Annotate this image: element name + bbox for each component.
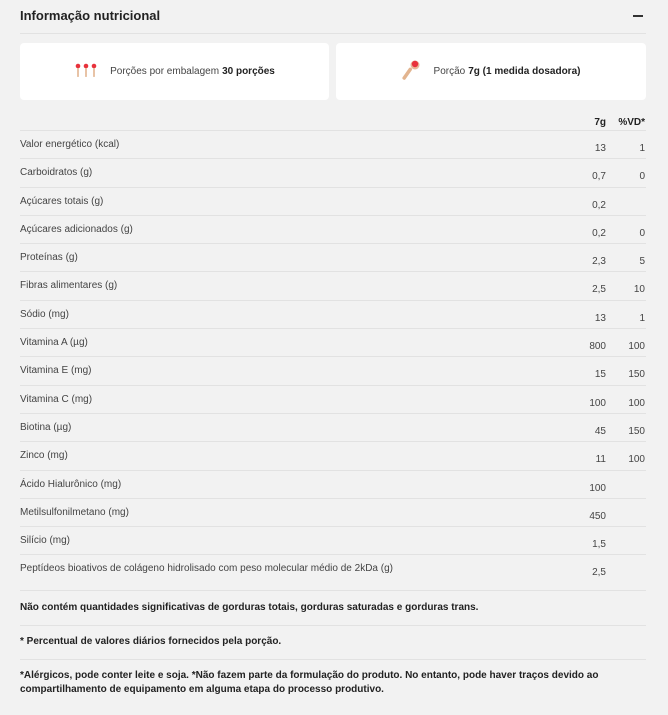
section-title: Informação nutricional bbox=[20, 8, 161, 23]
nutrient-name: Ácido Hialurônico (mg) bbox=[20, 478, 122, 490]
nutrient-name: Silício (mg) bbox=[20, 535, 71, 547]
table-row bbox=[20, 131, 646, 159]
table-row bbox=[20, 272, 646, 300]
table-row bbox=[20, 357, 646, 385]
serving-value: 7g (1 medida dosadora) bbox=[468, 66, 581, 77]
nutrient-name: Vitamina C (mg) bbox=[20, 393, 93, 405]
nutrient-value-7g: 800 bbox=[589, 341, 606, 353]
nutrient-value-7g: 1,5 bbox=[592, 539, 606, 551]
note-daily-values: * Percentual de valores diários fornecidos pela porção. bbox=[20, 636, 282, 647]
table-row bbox=[20, 301, 646, 329]
divider bbox=[20, 659, 646, 660]
nutrient-name: Açúcares adicionados (g) bbox=[20, 223, 133, 235]
serving-label: Porção bbox=[433, 66, 466, 77]
nutrient-value-vd: 100 bbox=[628, 397, 645, 409]
nutrient-name: Metilsulfonilmetano (mg) bbox=[20, 506, 129, 518]
table-row bbox=[20, 188, 646, 216]
column-header-7g: 7g bbox=[594, 117, 606, 128]
nutrient-value-vd: 0 bbox=[639, 171, 645, 183]
nutrient-value-7g: 11 bbox=[595, 454, 606, 466]
table-row bbox=[20, 527, 646, 555]
nutrient-name: Vitamina A (µg) bbox=[20, 337, 88, 349]
scoop-icon bbox=[402, 59, 422, 84]
nutrient-value-7g: 100 bbox=[589, 397, 606, 409]
table-row bbox=[20, 244, 646, 272]
nutrient-value-vd: 1 bbox=[639, 312, 645, 324]
nutrient-name: Açúcares totais (g) bbox=[20, 195, 104, 207]
table-row bbox=[20, 555, 646, 591]
nutrient-value-vd: 150 bbox=[628, 425, 645, 437]
nutrient-value-7g: 0,2 bbox=[592, 199, 606, 211]
nutrient-value-vd: 10 bbox=[633, 284, 645, 296]
serving-card bbox=[336, 43, 646, 100]
nutrient-value-7g: 0,2 bbox=[592, 227, 606, 239]
nutrient-value-vd: 1 bbox=[639, 143, 645, 154]
nutrient-name: Peptídeos bioativos de colágeno hidrolisado com peso molecular médio de 2kDa (g) bbox=[20, 563, 393, 575]
column-header-vd: %VD* bbox=[618, 117, 645, 128]
table-row bbox=[20, 386, 646, 414]
nutrient-value-7g: 100 bbox=[589, 482, 606, 494]
nutrient-value-vd: 5 bbox=[639, 256, 645, 268]
nutrient-value-7g: 13 bbox=[594, 312, 606, 324]
nutrient-name: Vitamina E (mg) bbox=[20, 365, 92, 377]
note-allergens: *Alérgicos, pode conter leite e soja. *Não fazem parte da formulação do produto. No entanto, pode haver traços devido ao compartilhamento de equipamento em alguma etapa do processo produtivo. bbox=[20, 670, 599, 695]
nutrient-value-7g: 13 bbox=[594, 143, 606, 154]
nutrition-table bbox=[20, 131, 646, 591]
nutrient-value-vd: 100 bbox=[628, 341, 645, 353]
nutrient-value-7g: 45 bbox=[594, 425, 606, 437]
nutrient-value-7g: 15 bbox=[594, 369, 606, 381]
table-row bbox=[20, 442, 646, 470]
nutrient-name: Fibras alimentares (g) bbox=[20, 280, 118, 292]
divider bbox=[20, 625, 646, 626]
nutrient-name: Carboidratos (g) bbox=[20, 167, 93, 179]
table-row bbox=[20, 159, 646, 187]
nutrient-name: Sódio (mg) bbox=[20, 308, 69, 320]
table-header bbox=[20, 112, 646, 131]
portions-label: Porções por embalagem bbox=[110, 66, 220, 77]
table-row bbox=[20, 471, 646, 499]
table-row bbox=[20, 216, 646, 244]
nutrient-value-vd: 0 bbox=[639, 227, 645, 239]
nutrient-value-7g: 0,7 bbox=[592, 171, 606, 183]
portions-value: 30 porções bbox=[222, 66, 275, 77]
nutrient-name: Valor energético (kcal) bbox=[20, 139, 120, 150]
nutrient-value-7g: 2,5 bbox=[592, 284, 606, 296]
nutrient-value-7g: 2,5 bbox=[592, 567, 606, 579]
nutrient-name: Zinco (mg) bbox=[20, 450, 68, 462]
nutrient-value-7g: 2,3 bbox=[592, 256, 606, 268]
table-row bbox=[20, 499, 646, 527]
accordion-header[interactable] bbox=[20, 0, 646, 34]
nutrient-name: Proteínas (g) bbox=[20, 252, 78, 264]
portions-icon bbox=[74, 62, 98, 81]
table-row bbox=[20, 414, 646, 442]
nutrient-value-7g: 450 bbox=[589, 510, 606, 522]
minus-icon[interactable] bbox=[630, 8, 646, 24]
portions-card bbox=[20, 43, 329, 100]
note-trans-fat: Não contém quantidades significativas de gorduras totais, gorduras saturadas e gorduras trans. bbox=[20, 602, 479, 613]
nutrient-value-vd: 150 bbox=[628, 369, 645, 381]
nutrient-name: Biotina (µg) bbox=[20, 421, 72, 433]
nutrient-value-vd: 100 bbox=[628, 454, 645, 466]
table-row bbox=[20, 329, 646, 357]
